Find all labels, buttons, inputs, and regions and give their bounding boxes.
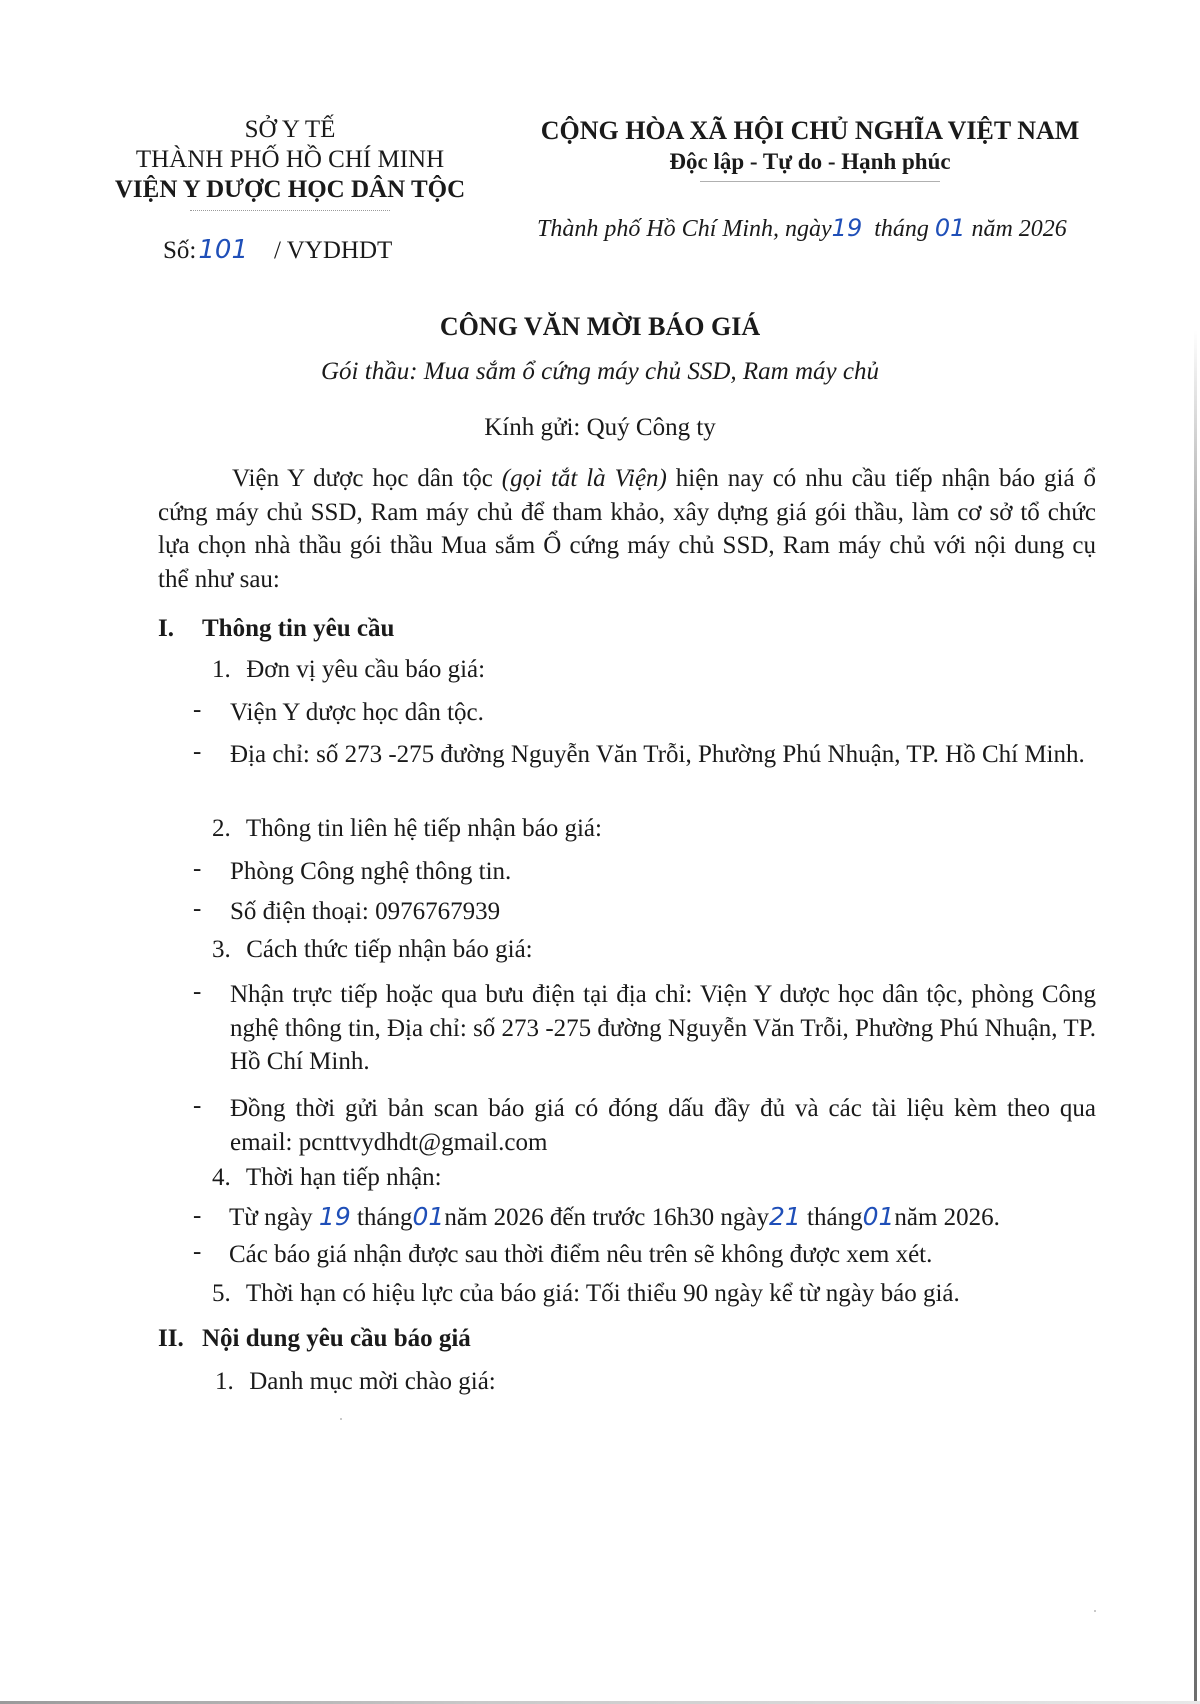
item-number: 2. [212,815,231,842]
institute-name: VIỆN Y DƯỢC HỌC DÂN TỘC [114,176,466,203]
list-item-delivery: Nhận trực tiếp hoặc qua bưu điện tại địa chỉ: Viện Y dược học dân tộc, phòng Công nghệ thông tin, Địa chỉ: số 273 -275 đường Nguyễn Văn Trỗi, Phường Phú Nhuận, TP. Hồ Chí Minh. [230,981,1096,1075]
agency-name: SỞ Y TẾ [244,116,336,143]
from-day-handwritten: 19 [318,1202,351,1231]
period-text: Từ ngày [229,1204,319,1231]
list-item-late-notice: Các báo giá nhận được sau thời điểm nêu trên sẽ không được xem xét. [229,1241,933,1268]
section-2-title: Nội dung yêu cầu báo giá [202,1325,471,1352]
section-2-heading [158,1325,471,1353]
section-1-numeral: I. [158,615,174,642]
item-number: 5. [212,1280,231,1307]
national-motto: Độc lập - Tự do - Hạnh phúc [669,149,951,174]
intro-italic: (gọi tắt là Viện) [501,465,667,492]
intro-paragraph [158,462,1096,596]
scan-speck [1094,1610,1096,1612]
scan-edge-right [1194,330,1197,1704]
bullet: - [193,1202,202,1229]
scan-speck [340,1418,342,1420]
intro-text-2: hiện nay có nhu cầu tiếp nhận báo giá ổ cứng máy chủ SSD, Ram máy chủ để tham khảo, xây dựng giá gói thầu, làm cơ sở tổ chức lựa chọn nhà thầu gói thầu Mua sắm Ổ cứng máy chủ SSD, Ram máy chủ với nội dung cụ thể như sau: [158,465,1096,593]
item-number: 4. [212,1164,231,1191]
item-2-heading [212,815,602,843]
bullet: - [193,696,202,723]
to-month-handwritten: 01 [862,1202,895,1231]
section-1-title: Thông tin yêu cầu [202,615,395,642]
doc-number-handwritten: 101 [198,235,248,265]
list-item: Viện Y dược học dân tộc. [230,699,484,726]
date-month-label: tháng [874,216,929,242]
date-day-handwritten: 19 [831,214,863,242]
period-text: năm 2026. [894,1204,1000,1231]
list-item-phone: Số điện thoại: 0976767939 [230,898,501,925]
date-prefix: Thành phố Hồ Chí Minh, ngày [537,216,832,242]
header-left-divider [190,210,390,211]
section-1-heading [158,615,394,643]
item-label: Thời hạn có hiệu lực của báo giá: Tối thiểu 90 ngày kể từ ngày báo giá. [245,1280,960,1307]
period-text: tháng [350,1204,413,1231]
bullet: - [193,978,202,1005]
section-2-numeral: II. [158,1325,184,1352]
from-month-handwritten: 01 [412,1202,445,1231]
period-text: năm 2026 đến trước 16h30 ngày [444,1204,769,1231]
item-label: Thông tin liên hệ tiếp nhận báo giá: [245,815,602,842]
receipt-period [229,1202,1000,1232]
item-number: 1. [215,1368,234,1395]
document-subtitle: Gói thầu: Mua sắm ổ cứng máy chủ SSD, Ram máy chủ [321,358,879,385]
period-text: tháng [800,1204,863,1231]
document-number [163,235,392,265]
item-1-heading [212,656,485,684]
bullet: - [193,1092,202,1119]
item-number: 3. [212,936,231,963]
section-2-item-1-heading [215,1368,496,1396]
bullet: - [193,895,202,922]
date-month-handwritten: 01 [934,214,966,242]
intro-text-1: Viện Y dược học dân tộc [232,465,502,492]
item-5-heading [212,1280,960,1308]
item-label: Thời hạn tiếp nhận: [245,1164,442,1191]
doc-number-label: Số: [163,237,197,264]
bullet: - [193,855,202,882]
national-title: CỘNG HÒA XÃ HỘI CHỦ NGHĨA VIỆT NAM [540,116,1080,145]
item-label: Danh mục mời chào giá: [249,1368,496,1395]
document-title: CÔNG VĂN MỜI BÁO GIÁ [439,312,761,341]
greeting: Kính gửi: Quý Công ty [484,414,716,441]
bullet: - [193,738,202,765]
date-year: năm 2026 [971,216,1067,242]
bullet: - [193,1238,202,1265]
item-3-heading [212,936,533,964]
list-item-email: Đồng thời gửi bản scan báo giá có đóng dấu đầy đủ và các tài liệu kèm theo qua email: pcnttvydhdt@gmail.com [230,1095,1096,1156]
doc-number-suffix: / VYDHDT [274,237,393,264]
item-label: Cách thức tiếp nhận báo giá: [246,936,533,963]
item-4-heading [212,1164,442,1192]
list-item-department: Phòng Công nghệ thông tin. [230,858,512,885]
city-name: THÀNH PHỐ HỒ CHÍ MINH [135,146,445,173]
item-number: 1. [212,656,231,683]
item-label: Đơn vị yêu cầu báo giá: [246,656,486,683]
list-item-address: Địa chỉ: số 273 -275 đường Nguyễn Văn Trỗi, Phường Phú Nhuận, TP. Hồ Chí Minh. [230,741,1085,768]
header-right-divider [700,181,940,182]
to-day-handwritten: 21 [768,1202,801,1231]
date-line [537,214,1067,243]
